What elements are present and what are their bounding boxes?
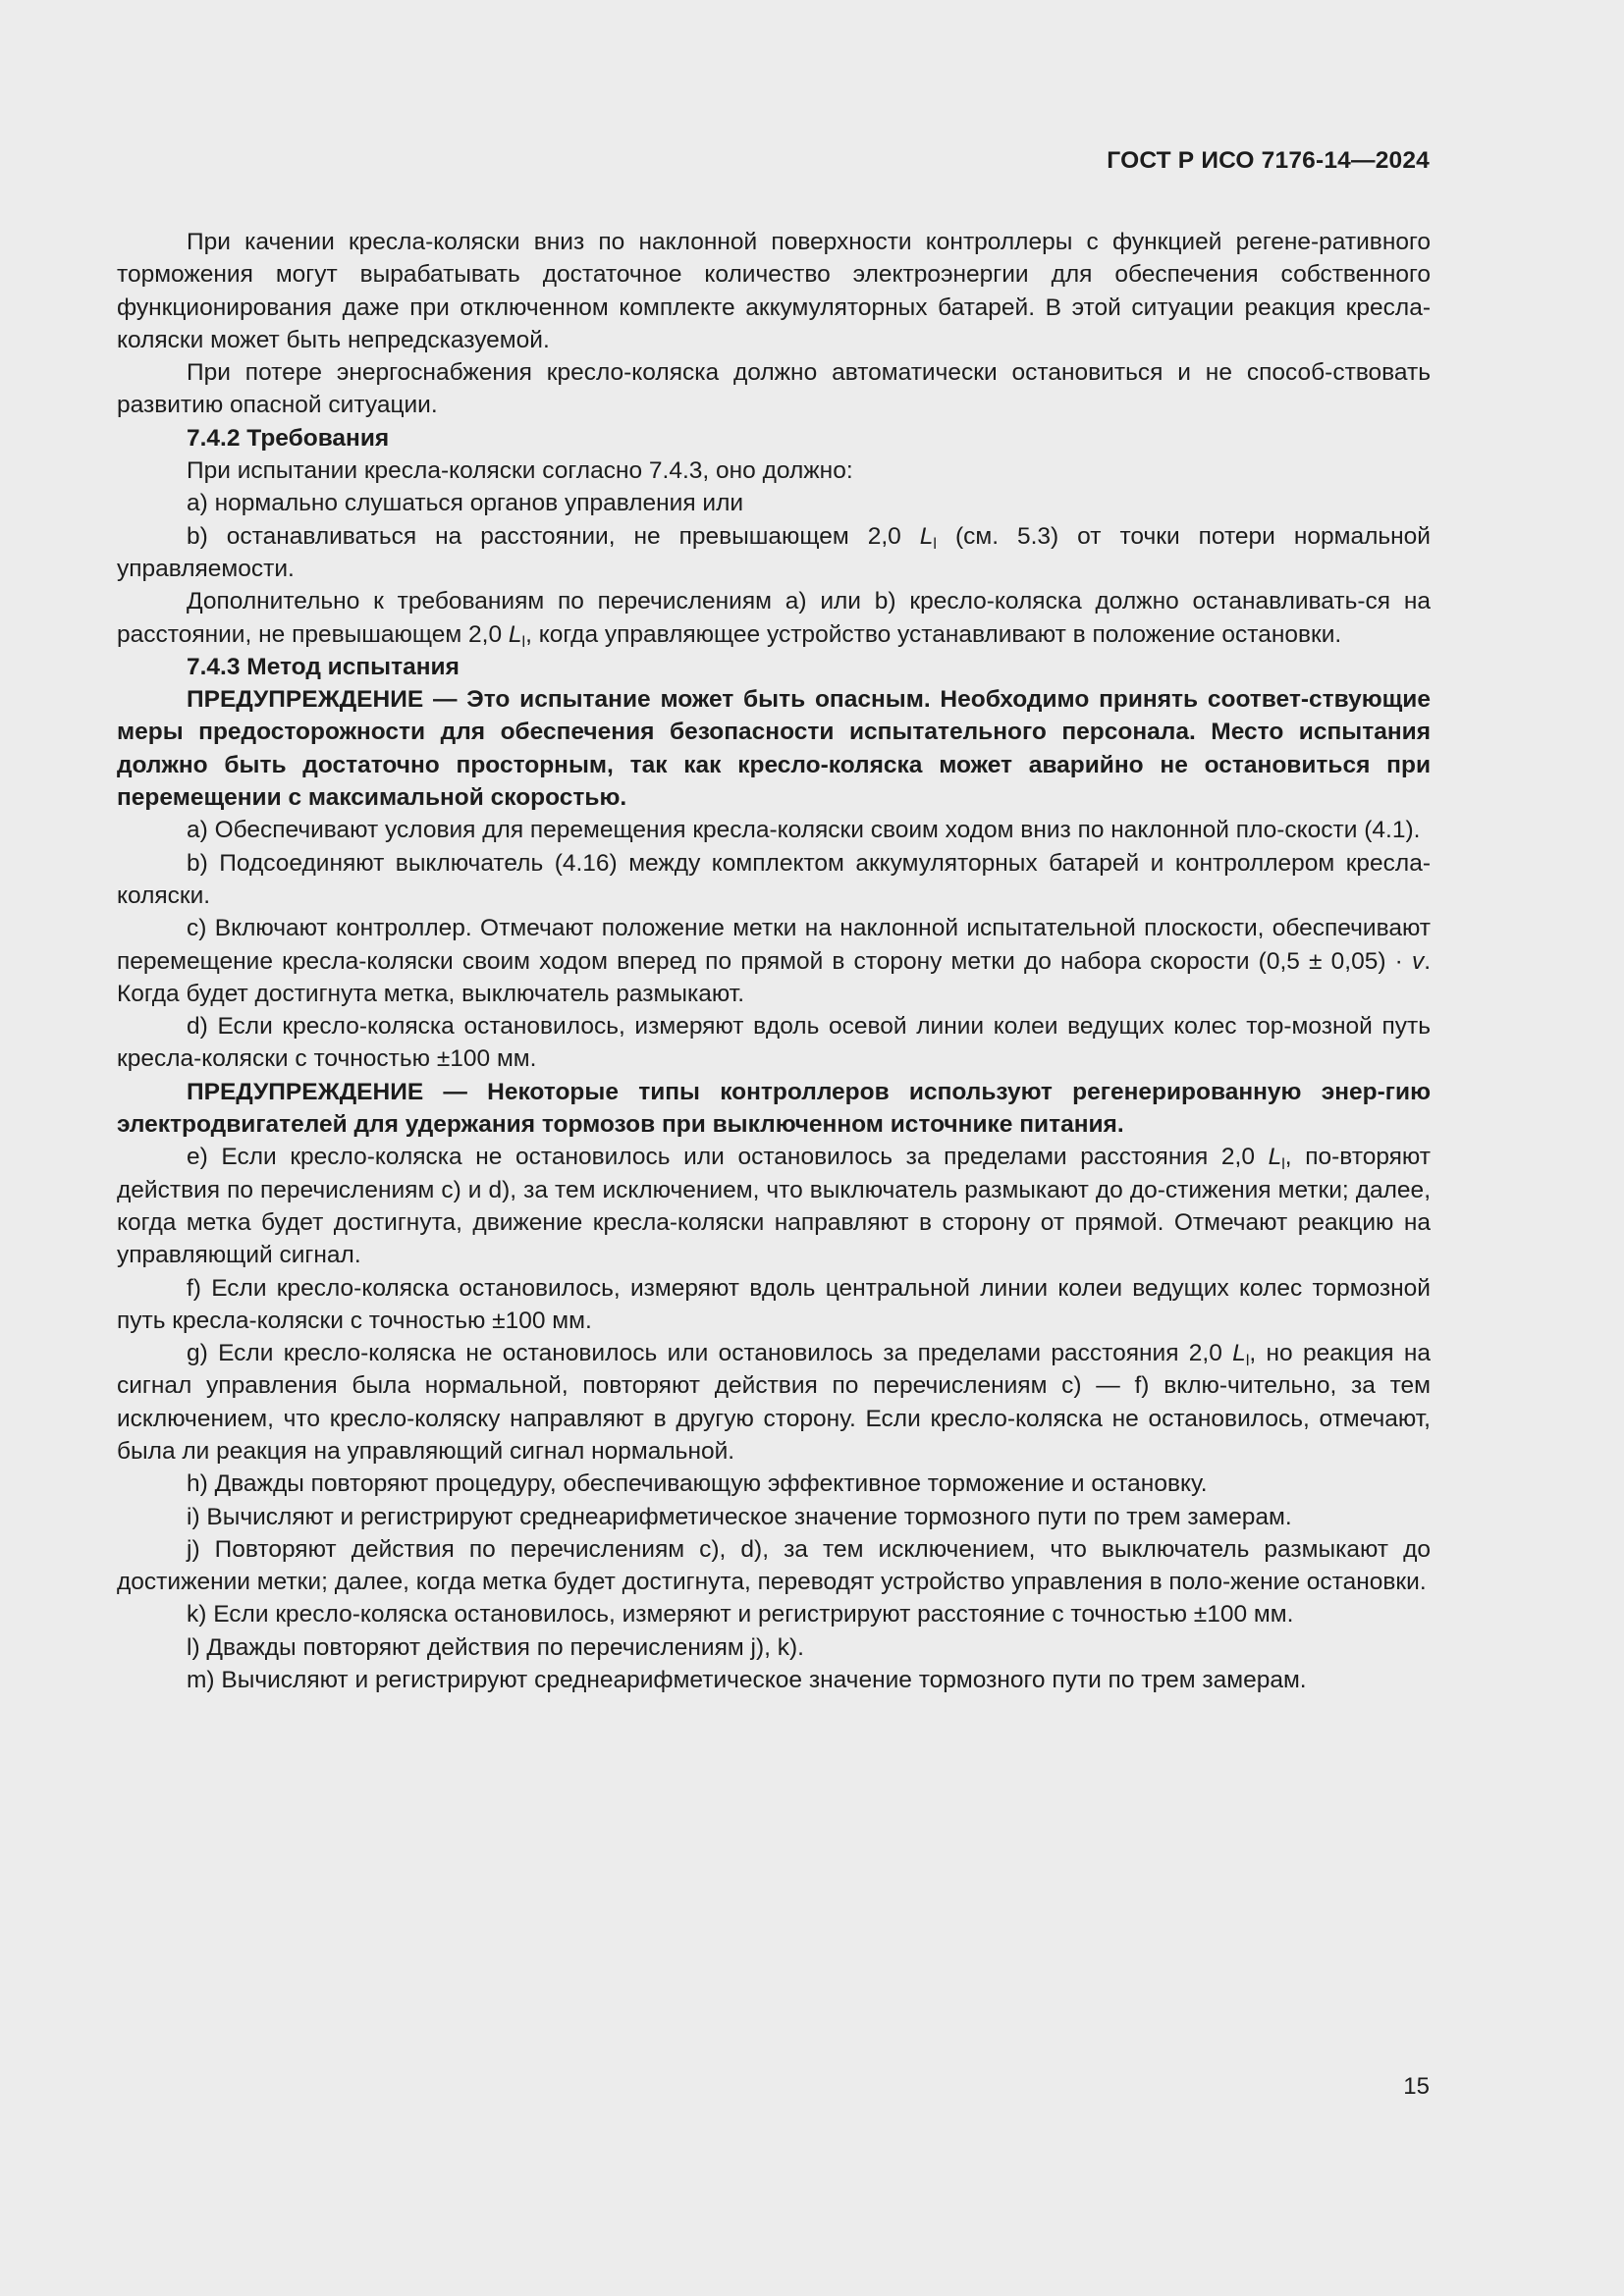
text-run: b) останавливаться на расстоянии, не превышающем 2,0 <box>187 522 920 550</box>
step-g <box>117 1337 1431 1468</box>
step-i: i) Вычисляют и регистрируют среднеарифметическое значение тормозного пути по трем замерам. <box>187 1503 1292 1530</box>
subscript-l: l <box>1245 1353 1250 1370</box>
step-d: d) Если кресло-коляска остановилось, измеряют вдоль осевой линии колеи ведущих колес тор-мозной путь кресла-коляски с точностью ±100 мм. <box>117 1013 1431 1073</box>
step-f: f) Если кресло-коляска остановилось, измеряют вдоль центральной линии колеи ведущих колес тормозной путь кресла-коляски с точностью ±100 мм. <box>117 1274 1431 1334</box>
subscript-l: l <box>933 535 937 553</box>
symbol-L: L <box>1232 1340 1246 1367</box>
symbol-v: v <box>1411 947 1425 975</box>
paragraph <box>117 585 1431 651</box>
paragraph: При потере энергоснабжения кресло-коляска должно автоматически остановиться и не способ-ствовать развитию опасной ситуации. <box>117 359 1431 419</box>
subscript-l: l <box>1281 1156 1285 1174</box>
step-e <box>117 1141 1431 1271</box>
symbol-L: L <box>508 620 522 648</box>
list-item-a: a) нормально слушаться органов управления или <box>187 490 744 517</box>
paragraph: При качении кресла-коляски вниз по наклонной поверхности контроллеры с функцией регене-ративного торможения могут вырабатывать достаточное количество электроэнергии для обеспечения собственного функционирования даже при отключенном комплекте аккумуляторных батарей. В этой ситуации реакция кресла-коляски может быть непредсказуемой. <box>117 229 1431 353</box>
text-run: c) Включают контроллер. Отмечают положение метки на наклонной испытательной плоскости, обеспечивают перемещение кресла-коляски своим ходом вперед по прямой в сторону метки до набора скорости (0,5 ± 0,05) · <box>117 915 1431 975</box>
text-run: e) Если кресло-коляска не остановилось или остановилось за пределами расстояния 2,0 <box>187 1144 1269 1171</box>
list-item-b <box>117 520 1431 586</box>
text-run: , когда управляющее устройство устанавливают в положение остановки. <box>525 620 1342 648</box>
text-run: . Когда будет достигнута метка, выключатель размыкают. <box>117 947 1431 1007</box>
subscript-l: l <box>521 633 526 651</box>
text-run: , но реакция на сигнал управления была нормальной, повторяют действия по перечислениям c) — f) вклю-чительно, за тем исключением, что кресло-коляску направляют в другую сторону. Если кресло-коляска не остановилось, отмечают, была ли реакция на управляющий сигнал нормальной. <box>117 1340 1431 1465</box>
step-h: h) Дважды повторяют процедуру, обеспечивающую эффективное торможение и остановку. <box>187 1470 1208 1498</box>
text-run: g) Если кресло-коляска не остановилось или остановилось за пределами расстояния 2,0 <box>187 1340 1233 1367</box>
text-run: , по-вторяют действия по перечислениям c) и d), за тем исключением, что выключатель размыкают до до-стижения метки; далее, когда метка будет достигнута, движение кресла-коляски направляют в сторону от прямой. Отмечают реакцию на управляющий сигнал. <box>117 1144 1431 1269</box>
text-run: Дополнительно к требованиям по перечислениям a) или b) кресло-коляска должно останавливать-ся на расстоянии, не превышающем 2,0 <box>117 588 1431 648</box>
symbol-L: L <box>919 522 934 550</box>
symbol-L: L <box>1268 1144 1282 1171</box>
section-heading-7-4-2: 7.4.2 Требования <box>187 424 390 452</box>
section-heading-7-4-3: 7.4.3 Метод испытания <box>187 653 460 680</box>
step-a: a) Обеспечивают условия для перемещения кресла-коляски своим ходом вниз по наклонной пло-скости (4.1). <box>187 817 1421 844</box>
step-k: k) Если кресло-коляска остановилось, измеряют и регистрируют расстояние с точностью ±100 мм. <box>187 1601 1294 1629</box>
paragraph: При испытании кресла-коляски согласно 7.4.3, оно должно: <box>187 457 853 485</box>
text-run: (см. 5.3) от точки потери нормальной управляемости. <box>117 522 1431 582</box>
warning-paragraph: ПРЕДУПРЕЖДЕНИЕ — Это испытание может быть опасным. Необходимо принять соответ-ствующие меры предосторожности для обеспечения безопасности испытательного персонала. Место испытания должно быть достаточно просторным, так как кресло-коляска может аварийно не остановиться при перемещении с максимальной скоростью. <box>117 686 1431 812</box>
page-number: 15 <box>1403 2073 1430 2100</box>
step-c <box>117 912 1431 1010</box>
warning-paragraph: ПРЕДУПРЕЖДЕНИЕ — Некоторые типы контроллеров используют регенерированную энер-гию электродвигателей для удержания тормозов при выключенном источнике питания. <box>117 1078 1431 1139</box>
step-l: l) Дважды повторяют действия по перечислениям j), k). <box>187 1633 804 1661</box>
body-text <box>117 226 1431 1696</box>
step-j: j) Повторяют действия по перечислениям c), d), за тем исключением, что выключатель размыкают до достижении метки; далее, когда метка будет достигнута, переводят устройство управления в поло-жение остановки. <box>117 1535 1431 1596</box>
step-m: m) Вычисляют и регистрируют среднеарифметическое значение тормозного пути по трем замерам. <box>187 1667 1307 1694</box>
step-b: b) Подсоединяют выключатель (4.16) между комплектом аккумуляторных батарей и контроллером кресла-коляски. <box>117 849 1431 909</box>
document-code: ГОСТ Р ИСО 7176-14—2024 <box>1107 147 1430 174</box>
